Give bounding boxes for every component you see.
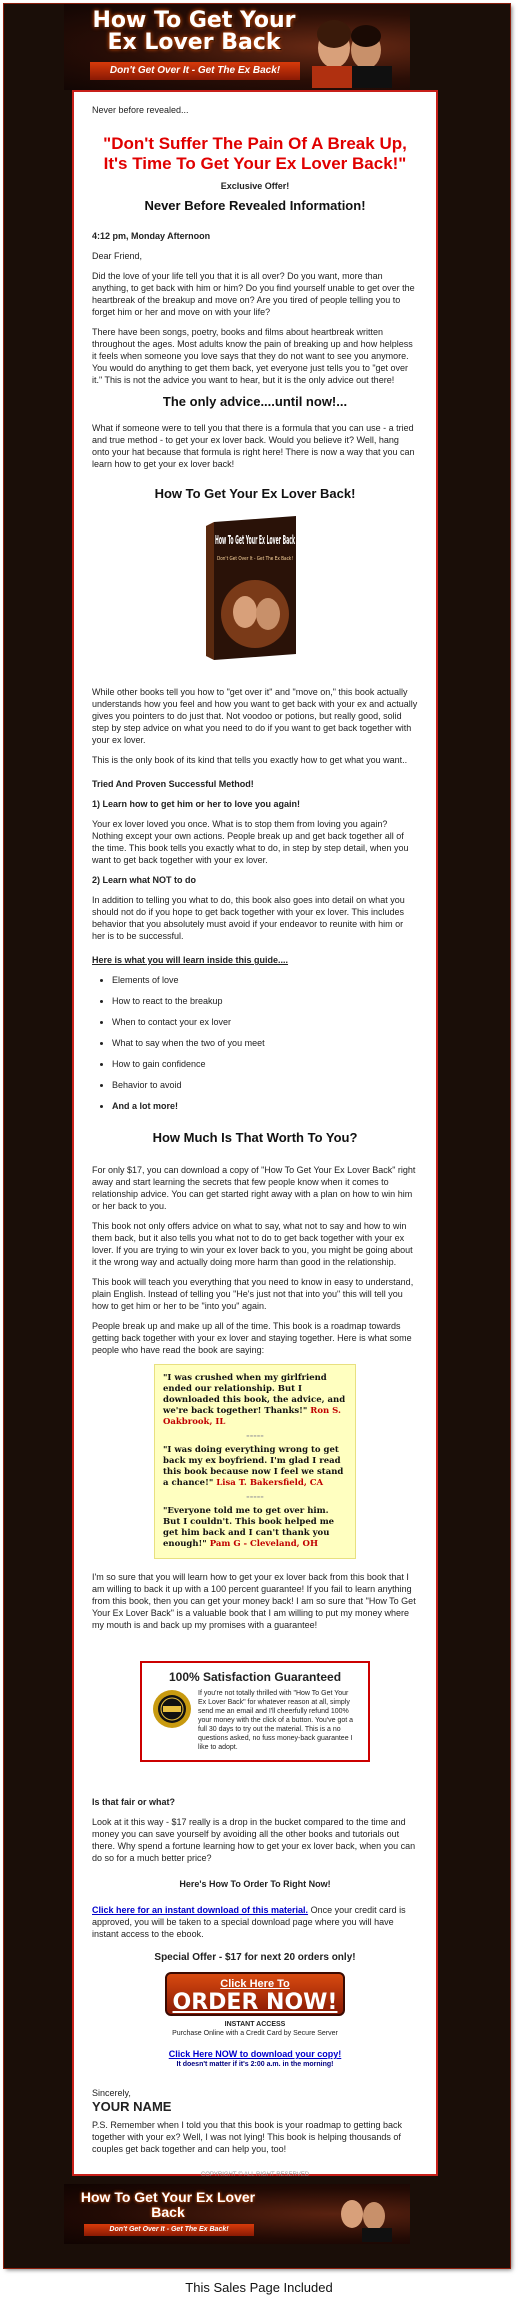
footer-title: How To Get Your Ex Lover Back — [80, 2189, 256, 2220]
copyright: COPYRIGHT © ALL RIGHT RESERVED — [200, 2172, 310, 2178]
fair-heading: Is that fair or what? — [92, 1797, 176, 1807]
guarantee-box — [140, 1661, 370, 1762]
list-item: • How to react to the breakup — [112, 995, 418, 1007]
time-stamp: 4:12 pm, Monday Afternoon — [92, 231, 211, 241]
testimonial — [163, 1445, 347, 1489]
header-subtitle: Don't Get Over It - Get The Ex Back! — [90, 62, 300, 80]
list-item: • How to gain confidence — [112, 1058, 418, 1070]
worth-heading: How Much Is That Worth To You? — [152, 1130, 358, 1145]
greeting: Dear Friend, — [92, 251, 143, 261]
main-headline: "Don't Suffer The Pain Of A Break Up, It's Time To Get Your Ex Lover Back!" — [103, 134, 407, 173]
section-2-body: In addition to telling you what to do, this book also goes into detail on what you should not do if you hope to get back together with your ex lover. This includes behavior that you absolutely must avoid if your endeavor to reunite with him or her is to be successful. — [92, 895, 405, 941]
footer-banner — [64, 2184, 410, 2244]
footer-subtitle: Don't Get Over It - Get The Ex Back! — [84, 2224, 254, 2236]
testimonial-quote: "I was doing everything wrong to get back my ex boyfriend. I'm glad I read this book because now I feel we stand a chance!" — [163, 1445, 344, 1488]
midnight-note: It doesn't matter if it's 2:00 a.m. in the morning! — [176, 2061, 334, 2068]
intro-text: Never before revealed... — [92, 105, 189, 115]
testimonial-quote: "I was crushed when my girlfriend ended our relationship. But I downloaded this book, the advice, and we're back together! Thanks!" — [163, 1373, 346, 1416]
only-advice-heading: The only advice....until now!... — [162, 394, 348, 409]
learn-heading: Here is what you will learn inside this guide.... — [92, 955, 289, 965]
testimonial — [163, 1373, 347, 1428]
exclusive-offer: Exclusive Offer! — [220, 181, 290, 191]
guarantee-seal-icon — [152, 1689, 192, 1729]
testimonial-quote: "Everyone told me to get over him. But I couldn't. This book helped me get him back and I can't thank you enough!" — [163, 1506, 335, 1549]
list-item: • Behavior to avoid — [112, 1079, 418, 1091]
testimonial — [163, 1506, 347, 1550]
how-to-heading: How To Get Your Ex Lover Back! — [154, 486, 356, 501]
postscript: P.S. Remember when I told you that this book is your roadmap to getting back together with your ex? Well, I was not lying! This book is helping thousands of couples get back together and can help you, too! — [92, 2120, 403, 2154]
order-button-line1: Click Here To — [220, 1978, 290, 1990]
list-item: • When to contact your ex lover — [112, 1016, 418, 1028]
paragraph-10: I'm so sure that you will learn how to get your ex lover back from this book that I am willing to back it up with a 100 percent guarantee! If you fail to learn anything from this book, then you can get your money back! I am so sure that "How To Get Your Ex Lover Back" is a valuable book that I am willing to put my money where my mouth is and back up my promises with a guarantee! — [92, 1572, 416, 1630]
instant-access: INSTANT ACCESS — [224, 2021, 286, 2028]
section-1-heading: 1) Learn how to get him or her to love you again! — [92, 799, 301, 809]
separator: ----- — [246, 1492, 264, 1502]
list-item: • And a lot more! — [112, 1100, 418, 1112]
section-2-heading: 2) Learn what NOT to do — [92, 875, 197, 885]
special-offer: Special Offer - $17 for next 20 orders only! — [154, 1952, 356, 1963]
list-item: • Elements of love — [112, 974, 418, 986]
sales-content — [72, 90, 438, 2176]
order-now-button[interactable] — [165, 1972, 345, 2016]
paragraph-8: This book will teach you everything that you need to know in easy to understand, plain English. Instead of telling you "He's just not that into you" this will tell you how to get him or her to be "into you" again. — [92, 1277, 414, 1311]
sincerely: Sincerely, — [92, 2088, 131, 2098]
tried-proven: Tried And Proven Successful Method! — [92, 779, 254, 789]
paragraph-6: For only $17, you can download a copy of "How To Get Your Ex Lover Back" right away and start learning the secrets that few people know when it comes to relationship advice. You can get started right away with a plan on how to win him or her back to you. — [92, 1165, 416, 1211]
header-banner — [64, 4, 410, 90]
paragraph-11: Look at it this way - $17 really is a drop in the bucket compared to the time and money you can save yourself by avoiding all the other books and tutorials out there. Why spend a fortune learning how to get your ex lover back, when you can do so for a much better price? — [92, 1817, 416, 1863]
testimonial-author: Lisa T. Bakersfield, CA — [216, 1478, 324, 1488]
your-name: YOUR NAME — [92, 2099, 172, 2114]
paragraph-3: What if someone were to tell you that there is a formula that you can use - a tried and true method - to get your ex lover back. Would you believe it? Well, hang onto your hat because that formula is right here! There is now a way that you can learn how to get your ex lover back! — [92, 423, 415, 469]
learn-list — [92, 974, 418, 1112]
header-title: How To Get Your Ex Lover Back — [92, 8, 296, 55]
guarantee-title: 100% Satisfaction Guaranteed — [168, 1670, 342, 1684]
paragraph-5: This is the only book of its kind that tells you exactly how to get what you want.. — [92, 755, 408, 765]
separator: ----- — [246, 1431, 264, 1441]
book-subtitle: Don't Get Over It - Get The Ex Back! — [217, 556, 293, 562]
paragraph-7: This book not only offers advice on what to say, what not to say and how to win them back, but it also tells you what not to do to get back together with your ex lover. If you are trying to win your ex lover back to you, you might be going about it the wrong way and actually doing more harm than good in the relationship. — [92, 1221, 413, 1267]
testimonials-box — [154, 1364, 356, 1559]
list-item: • What to say when the two of you meet — [112, 1037, 418, 1049]
paragraph-2: There have been songs, poetry, books and films about heartbreak written throughout the ages. Most adults know the pain of breaking up and how helpless it feels when someone you love says that they do not want to see you anymore. You would do anything to get them back, yet everyone just tells you to "get over it." This is not the advice you want to hear, but it is the only advice out there! — [92, 327, 413, 385]
order-button-line2: ORDER NOW! — [172, 1990, 338, 2015]
instant-download-link[interactable]: Click here for an instant download of this material. — [92, 1905, 309, 1915]
order-heading: Here's How To Order To Right Now! — [179, 1879, 331, 1889]
couple-image — [322, 2188, 402, 2242]
testimonial-author: Ron S. Oakbrook, IL — [163, 1406, 341, 1427]
guarantee-text: If you're not totally thrilled with "How To Get Your Ex Lover Back" for whatever reason at all, simply send me an email and I'll cheerfully refund 100% your money with the click of a button. You've got a full 30 days to try out the material. This is a no questions asked, no fuss money-back guarantee I like to adopt. — [198, 1690, 354, 1751]
paragraph-9: People break up and make up all of the time. This book is a roadmap towards getting back together with your ex lover and staying together. Here is what some people who have read the book are saying: — [92, 1321, 412, 1355]
book-title-line: How To Get Your Ex Lover Back — [215, 533, 296, 547]
paragraph-4: While other books tell you how to "get over it" and "move on," this book actually understands how you feel and how you want to get back with your ex and actually gives you pointers to do just that. Not voodoo or potions, but really good, solid step by step advice on what you need to do if you want to get back together with your ex lover. — [92, 687, 418, 745]
paragraph-1: Did the love of your life tell you that it is all over? Do you want, more than anything, to get back with him or him? Do you find yourself unable to get over the heartbreak of the breakup and move on? Are you tired of people telling you to forget him or her and move on with your life? — [92, 271, 415, 317]
couple-image — [294, 8, 404, 88]
testimonial-author: Pam G - Cleveland, OH — [209, 1539, 318, 1549]
order-text: Once your credit card is approved, you will be taken to a special download page where you will have instant access to the ebook. — [92, 1905, 406, 1939]
page-caption: This Sales Page Included — [185, 2280, 333, 2295]
never-before-heading: Never Before Revealed Information! — [144, 198, 366, 213]
ebook-cover-image — [200, 514, 310, 664]
purchase-online: Purchase Online with a Credit Card by Secure Server — [172, 2030, 338, 2037]
download-copy-link[interactable]: Click Here NOW to download your copy! — [168, 2049, 342, 2059]
section-1-body: Your ex lover loved you once. What is to stop them from loving you again? Nothing except your own actions. People break up and get back together all of the time. This book tells you exactly what to do, in step by step detail, when you want to get back together with your ex lover. — [92, 819, 409, 865]
page-frame — [4, 4, 510, 2268]
